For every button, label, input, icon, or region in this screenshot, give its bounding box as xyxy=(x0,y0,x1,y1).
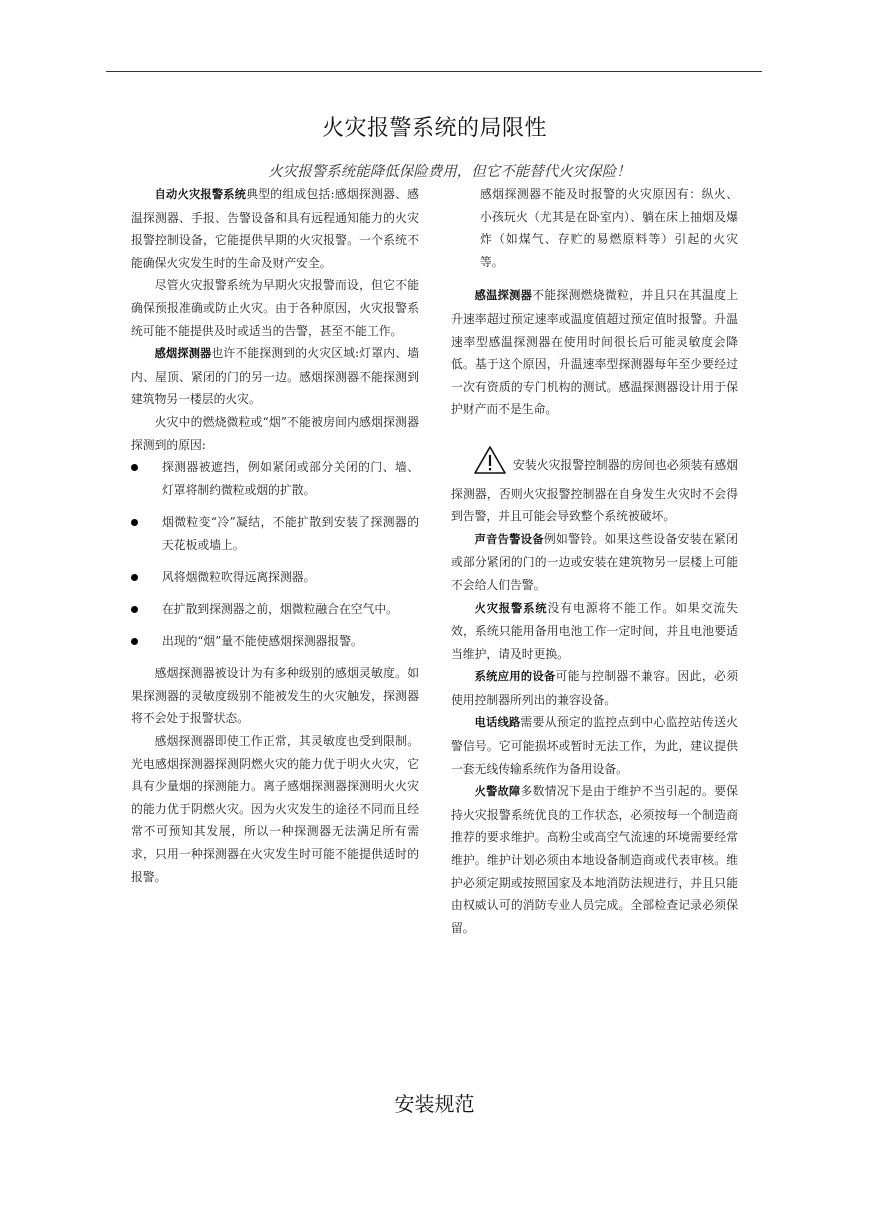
keyword-system-devices: 系统应用的设备 xyxy=(474,670,556,684)
page-title: 火灾报警系统的局限性 xyxy=(321,116,547,141)
header-rule xyxy=(106,71,762,72)
bullet-dot-icon xyxy=(131,519,138,526)
keyword-heat-detector: 感温探测器 xyxy=(474,289,533,303)
bullet-dot-icon xyxy=(131,574,138,581)
bullet-dot-icon xyxy=(131,638,138,645)
paragraph-limitations: 尽管火灾报警系统为早期火灾报警而设，但它不能确保预报准确或防止火灾。由于各种原因，火灾报警系统可能不能提供及时或适当的告警，甚至不能工作。 xyxy=(131,278,419,338)
list-item: 风将烟微粒吹得远离探测器。 xyxy=(131,566,419,589)
paragraph-heat-detector: 感温探测器不能探测燃烧微粒，并且只在其温度上升速率超过预定速率或温度值超过预定值时报警。升温速率型感温探测器在使用时间很长后可能灵敏度会降低。基于这个原因，升温速率型探测器每年至少要经过一次有资质的专门机构的测试。感温探测器设计用于保护财产而不是生命。 xyxy=(451,288,738,417)
list-item: 在扩散到探测器之前，烟微粒融合在空气中。 xyxy=(131,598,419,621)
keyword-smoke-detector: 感烟探测器 xyxy=(154,347,212,361)
keyword-phone-line: 电话线路 xyxy=(474,716,521,730)
paragraph-power: 火灾报警系统没有电源将不能工作。如果交流失效，系统只能用备用电池工作一定时间，并且电池要适当维护，请及时更换。 xyxy=(451,600,738,661)
paragraph-phone-line: 电话线路需要从预定的监控点到中心监控站传送火警信号。它可能损坏或暂时无法工作，为此，建议提供一套无线传输系统作为备用设备。 xyxy=(451,715,738,776)
paragraph-sounder: 声音告警设备例如警铃。如果这些设备安装在紧闭或部分紧闭的门的一边或安装在建筑物另一层楼上可能不会给人们告警。 xyxy=(451,531,738,592)
bullet-dot-icon xyxy=(131,606,138,613)
keyword-fire-alarm-system: 火灾报警系统 xyxy=(474,601,548,615)
left-column xyxy=(131,183,419,888)
page-subtitle: 火灾报警系统能降低保险费用，但它不能替代火灾保险！ xyxy=(268,164,631,180)
right-column xyxy=(451,183,738,939)
keyword-sounder-device: 声音告警设备 xyxy=(474,532,544,546)
paragraph-smoke-reasons-intro: 火灾中的燃烧微粒或“烟”不能被房间内感烟探测器探测到的原因: xyxy=(131,414,419,452)
paragraph-system-intro: 自动火灾报警系统典型的组成包括:感烟探测器、感温探测器、手报、告警设备和具有远程通知能力的火灾报警控制设备，它能提供早期的火灾报警。一个系统不能确保火灾发生时的生命及财产安全。 xyxy=(131,187,419,270)
smoke-reasons-list xyxy=(131,456,419,653)
keyword-auto-fire-alarm-system: 自动火灾报警系统 xyxy=(154,188,247,201)
paragraph-compatible-devices: 系统应用的设备可能与控制器不兼容。因此，必须使用控制器所列出的兼容设备。 xyxy=(451,669,738,707)
paragraph-fire-causes: 感烟探测器不能及时报警的火灾原因有：纵火、小孩玩火（尤其是在卧室内）、躺在床上抽烟及爆炸（如煤气、存贮的易燃原料等）引起的火灾等。 xyxy=(480,187,738,269)
paragraph-detector-types: 感烟探测器即使工作正常，其灵敏度也受到限制。光电感烟探测器探测阴燃火灾的能力优于明火火灾，它具有少量烟的探测能力。离子感烟探测器探测明火火灾的能力优于阴燃火灾。因为火灾发生的途径不同而且经常不可预知其发展，所以一种探测器无法满足所有需求，只用一种探测器在火灾发生时可能不能提供适时的报警。 xyxy=(131,734,419,884)
bullet-dot-icon xyxy=(131,464,138,471)
list-item: 探测器被遮挡，例如紧闭或部分关闭的门、墙、灯罩将制约微粒或烟的扩散。 xyxy=(131,456,419,501)
list-item: 烟微粒变“冷”凝结，不能扩散到安装了探测器的天花板或墙上。 xyxy=(131,511,419,556)
paragraph-sensitivity-levels: 感烟探测器被设计为有多种级别的感烟灵敏度。如果探测器的灵敏度级别不能被发生的火灾触发，探测器将不会处于报警状态。 xyxy=(131,666,419,726)
keyword-fire-fault: 火警故障 xyxy=(474,785,521,799)
section-title-installation: 安装规范 xyxy=(394,1092,475,1116)
paragraph-smoke-detector-areas: 感烟探测器也许不能探测到的火灾区域:灯罩内、墙内、屋顶、紧闭的门的另一边。感烟探测器不能探测到建筑物另一楼层的火灾。 xyxy=(131,346,419,407)
paragraph-control-room-warning: 安装火灾报警控制器的房间也必须装有感烟探测器，否则火灾报警控制器在自身发生火灾时不会得到告警，并且可能会导致整个系统被破坏。 xyxy=(451,445,738,528)
paragraph-fault: 火警故障多数情况下是由于维护不当引起的。要保持火灾报警系统优良的工作状态，必须按每一个制造商推荐的要求维护。高粉尘或高空气流速的环境需要经常维护。维护计划必须由本地设备制造商或代表审核。维护必须定期或按照国家及本地消防法规进行，并且只能由权威认可的消防专业人员完成。全部检查记录必须保留。 xyxy=(451,784,738,935)
list-item: 出现的“烟”量不能使感烟探测器报警。 xyxy=(131,630,419,653)
warning-triangle-icon xyxy=(473,445,507,483)
